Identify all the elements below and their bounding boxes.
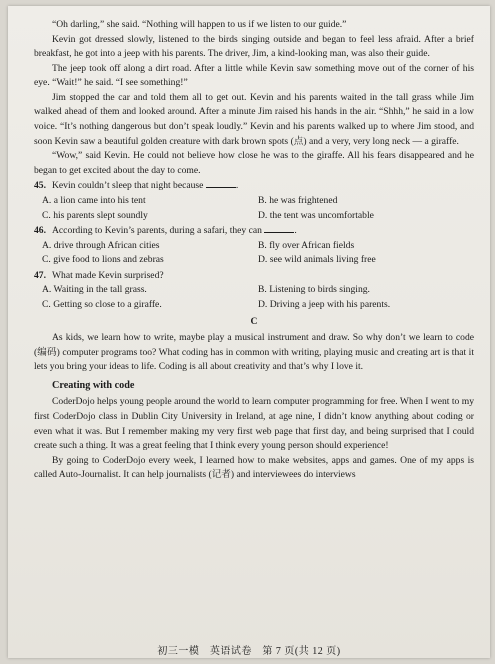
passage-c-intro: As kids, we learn how to write, maybe play a musical instrument and draw. So why don’t we learn to code (编码) computer programs too? What coding has in common with writing, playing music and creating art is that it lets you bring your ideas to life. Coding is all about creativity and that’s why I love it. (34, 332, 474, 373)
options (34, 283, 474, 312)
question-46 (34, 224, 474, 268)
options (34, 239, 474, 268)
option-d: D. the tent was uncomfortable (258, 209, 374, 221)
page-content (34, 18, 474, 483)
passage-subheading: Creating with code (52, 379, 135, 391)
option-d: D. Driving a jeep with his parents. (258, 298, 391, 310)
option-a: A. drive through African cities (42, 239, 160, 251)
story-paragraph-4: Jim stopped the car and told them all to get out. Kevin and his parents waited in the tall grass while Jim walked ahead of them and looked around. After a minute Jim raised his hands in the air. “Shhh,” he said in a low voice. “It’s nothing dangerous but don’t speak loudly.” Kevin and his parents walked up to where Jim stood, and soon Kevin saw a beautiful golden creature with dark brown spots (点) and a very, very long neck — a giraffe. (34, 91, 474, 147)
option-d: D. see wild animals living free (258, 254, 376, 266)
question-45 (34, 179, 474, 223)
question-47 (34, 269, 474, 313)
exam-page (8, 6, 490, 658)
question-stem: What made Kevin surprised? (52, 269, 164, 281)
story-paragraph-5: “Wow,” said Kevin. He could not believe how close he was to the giraffe. All his fears disappeared and he began to get excited about the day to come. (34, 150, 474, 176)
option-b: B. fly over African fields (258, 239, 355, 251)
question-number: 45. (34, 180, 46, 192)
story-paragraph-2: Kevin got dressed slowly, listened to the birds singing outside and began to feel less afraid. After a brief breakfast, he got into a jeep with his parents. The driver, Jim, a kind-looking man, was also their guide. (34, 33, 474, 60)
answer-blank (264, 224, 294, 233)
question-stem: Kevin couldn’t sleep that night because . (52, 180, 239, 192)
option-c: C. give food to lions and zebras (42, 254, 164, 266)
story-paragraph-3: The jeep took off along a dirt road. After a little while Kevin saw something move out of the corner of his eye. “Wait!” he said. “I see something!” (34, 62, 474, 89)
option-b: B. Listening to birds singing. (258, 284, 370, 296)
question-number: 46. (34, 225, 46, 237)
option-b: B. he was frightened (258, 194, 338, 206)
passage-c-paragraph-1: CoderDojo helps young people around the world to learn computer programming for free. When I went to my first CoderDojo class in Dublin City University in Ireland, at age nine, I didn’t know anything about coding or even what it was. But I remember making my very first web page that first day, and being surprised that I could create such a thing. It was a great feeling that I think every young person should experience! (34, 396, 474, 452)
page-footer: 初三一模 英语试卷 第 7 页(共 12 页) (157, 646, 341, 657)
question-stem: According to Kevin’s parents, during a safari, they can . (52, 225, 297, 237)
option-c: C. his parents slept soundly (42, 209, 148, 221)
options (34, 194, 474, 223)
question-number: 47. (34, 269, 46, 281)
option-a: A. a lion came into his tent (42, 194, 146, 206)
answer-blank (206, 179, 236, 188)
option-c: C. Getting so close to a giraffe. (42, 298, 162, 310)
story-paragraph-1: “Oh darling,” she said. “Nothing will happen to us if we listen to our guide.” (52, 19, 347, 30)
passage-c-paragraph-2: By going to CoderDojo every week, I learned how to make websites, apps and games. One of my apps is called Auto-Journalist. It can help journalists (记者) and interviewees do interviews (34, 454, 474, 481)
section-label: C (250, 315, 258, 327)
option-a: A. Waiting in the tall grass. (42, 284, 147, 296)
